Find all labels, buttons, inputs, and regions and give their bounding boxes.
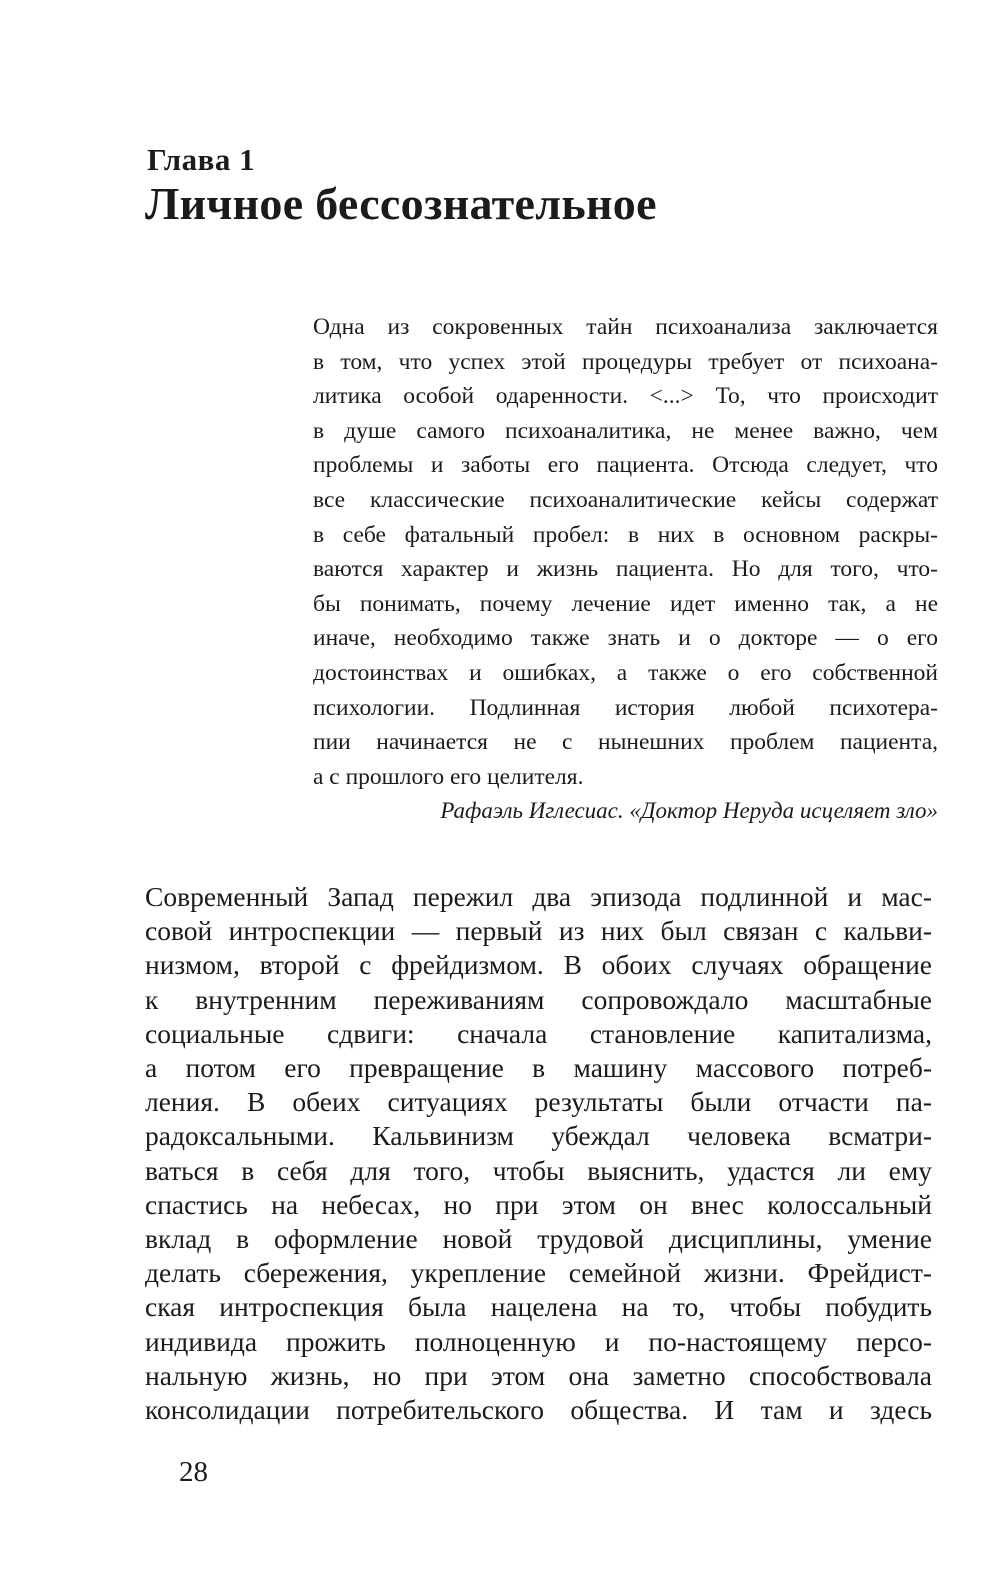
body-line: Современный Запад пережил два эпизода подлинной и мас- bbox=[145, 881, 932, 912]
epigraph-attribution: Рафаэль Иглесиас. «Доктор Неруда исцеляет зло» bbox=[440, 798, 938, 824]
body-line: нальную жизнь, но при этом она заметно способствовала bbox=[145, 1359, 932, 1391]
body-line: вклад в оформление новой трудовой дисциплины, умение bbox=[145, 1223, 932, 1255]
epigraph-line: иначе, необходимо также знать и о докторе — о его bbox=[313, 625, 938, 652]
epigraph-line: все классические психоаналитические кейсы содержат bbox=[313, 486, 938, 513]
body-text bbox=[145, 880, 932, 1427]
body-line: совой интроспекции — первый из них был связан с кальви- bbox=[145, 915, 932, 947]
epigraph-line: а с прошлого его целителя. bbox=[313, 763, 584, 790]
epigraph-line: Одна из сокровенных тайн психоанализа заключается bbox=[313, 314, 938, 340]
body-line: индивида прожить полноценную и по-настоящему персо- bbox=[145, 1325, 932, 1357]
body-line: делать сбережения, укрепление семейной жизни. Фрейдист- bbox=[145, 1257, 932, 1289]
chapter-label: Глава 1 bbox=[147, 142, 256, 177]
epigraph-line: пии начинается не с нынешних проблем пациента, bbox=[313, 729, 938, 756]
epigraph-line: бы понимать, почему лечение идет именно так, а не bbox=[313, 590, 938, 617]
body-line: спастись на небесах, но при этом он внес колоссальный bbox=[145, 1188, 932, 1220]
page-number: 28 bbox=[179, 1456, 208, 1488]
epigraph-line: проблемы и заботы его пациента. Отсюда следует, что bbox=[313, 452, 938, 479]
body-line: а потом его превращение в машину массового потреб- bbox=[145, 1052, 932, 1084]
epigraph-line: литика особой одаренности. <...> То, что происходит bbox=[313, 383, 938, 410]
epigraph bbox=[313, 310, 938, 828]
body-line: ления. В обеих ситуациях результаты были отчасти па- bbox=[145, 1086, 932, 1118]
epigraph-line: в душе самого психоаналитика, не менее важно, чем bbox=[313, 417, 938, 444]
epigraph-line: достоинствах и ошибках, а также о его собственной bbox=[313, 659, 938, 686]
body-line: ская интроспекция была нацелена на то, чтобы побудить bbox=[145, 1291, 932, 1323]
epigraph-line: психологии. Подлинная история любой психотера- bbox=[313, 694, 938, 721]
body-line: ваться в себя для того, чтобы выяснить, удастся ли ему bbox=[145, 1154, 932, 1186]
epigraph-line: в том, что успех этой процедуры требует от психоана- bbox=[313, 348, 938, 375]
body-line: радоксальными. Кальвинизм убеждал человека всматри- bbox=[145, 1120, 932, 1152]
epigraph-line: ваются характер и жизнь пациента. Но для того, что- bbox=[313, 556, 938, 583]
body-line: консолидации потребительского общества. И там и здесь bbox=[145, 1394, 932, 1426]
chapter-title: Личное бессознательное bbox=[145, 178, 657, 229]
body-line: социальные сдвиги: сначала становление капитализма, bbox=[145, 1017, 932, 1049]
epigraph-line: в себе фатальный пробел: в них в основном раскры- bbox=[313, 521, 938, 548]
body-line: к внутренним переживаниям сопровождало масштабные bbox=[145, 983, 932, 1015]
body-line: низмом, второй с фрейдизмом. В обоих случаях обращение bbox=[145, 949, 932, 981]
